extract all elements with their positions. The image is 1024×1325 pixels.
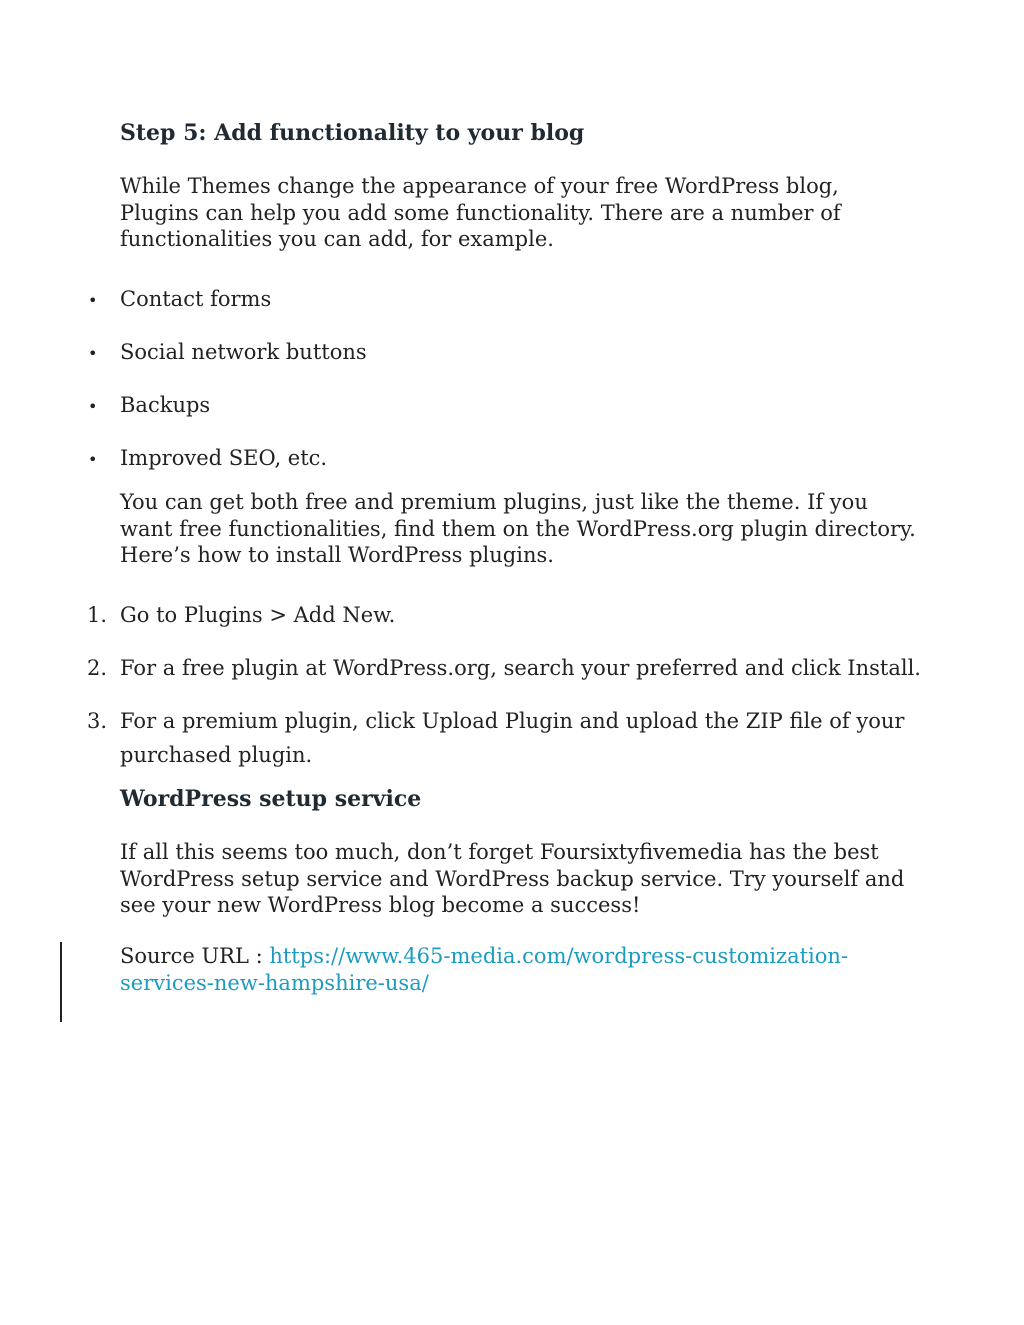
step-number: 1. <box>87 603 108 627</box>
intro-paragraph: While Themes change the appearance of your free WordPress blog, Plugins can help you add some functionality. There are a number of functionalities you can add, for example. <box>120 174 841 251</box>
step-heading: Step 5: Add functionality to your blog <box>120 120 585 146</box>
setup-paragraph: If all this seems too much, don’t forget Foursixtyfivemedia has the best WordPress setup service and WordPress backup service. Try yourself and see your new WordPress blog become a success! <box>120 840 905 917</box>
feature-item-backups: Backups <box>120 393 211 417</box>
feature-item-seo: Improved SEO, etc. <box>120 446 328 470</box>
bullet-icon: • <box>88 291 98 310</box>
source-url-line2[interactable]: services-new-hampshire-usa/ <box>120 970 429 995</box>
step-number: 3. <box>87 709 108 733</box>
feature-item-contact-forms: Contact forms <box>120 287 272 311</box>
setup-heading: WordPress setup service <box>120 786 422 812</box>
feature-item-social-buttons: Social network buttons <box>120 340 367 364</box>
step-item-1: Go to Plugins > Add New. <box>120 603 396 627</box>
bullet-icon: • <box>88 450 98 469</box>
source-label: Source URL : <box>120 944 270 968</box>
margin-bar <box>60 942 62 1022</box>
bullet-icon: • <box>88 344 98 363</box>
bullet-icon: • <box>88 397 98 416</box>
step-item-2: For a free plugin at WordPress.org, search your preferred and click Install. <box>120 656 921 680</box>
step-item-3: For a premium plugin, click Upload Plugin and upload the ZIP file of your <box>120 709 905 733</box>
plugins-paragraph: You can get both free and premium plugins, just like the theme. If you want free functionalities, find them on the WordPress.org plugin directory. Here’s how to install WordPress plugins. <box>120 490 916 567</box>
step-item-3-continued: purchased plugin. <box>120 743 313 767</box>
source-url-line1[interactable]: https://www.465-media.com/wordpress-customization- <box>269 944 849 968</box>
source-line <box>120 943 920 996</box>
step-number: 2. <box>87 656 108 680</box>
